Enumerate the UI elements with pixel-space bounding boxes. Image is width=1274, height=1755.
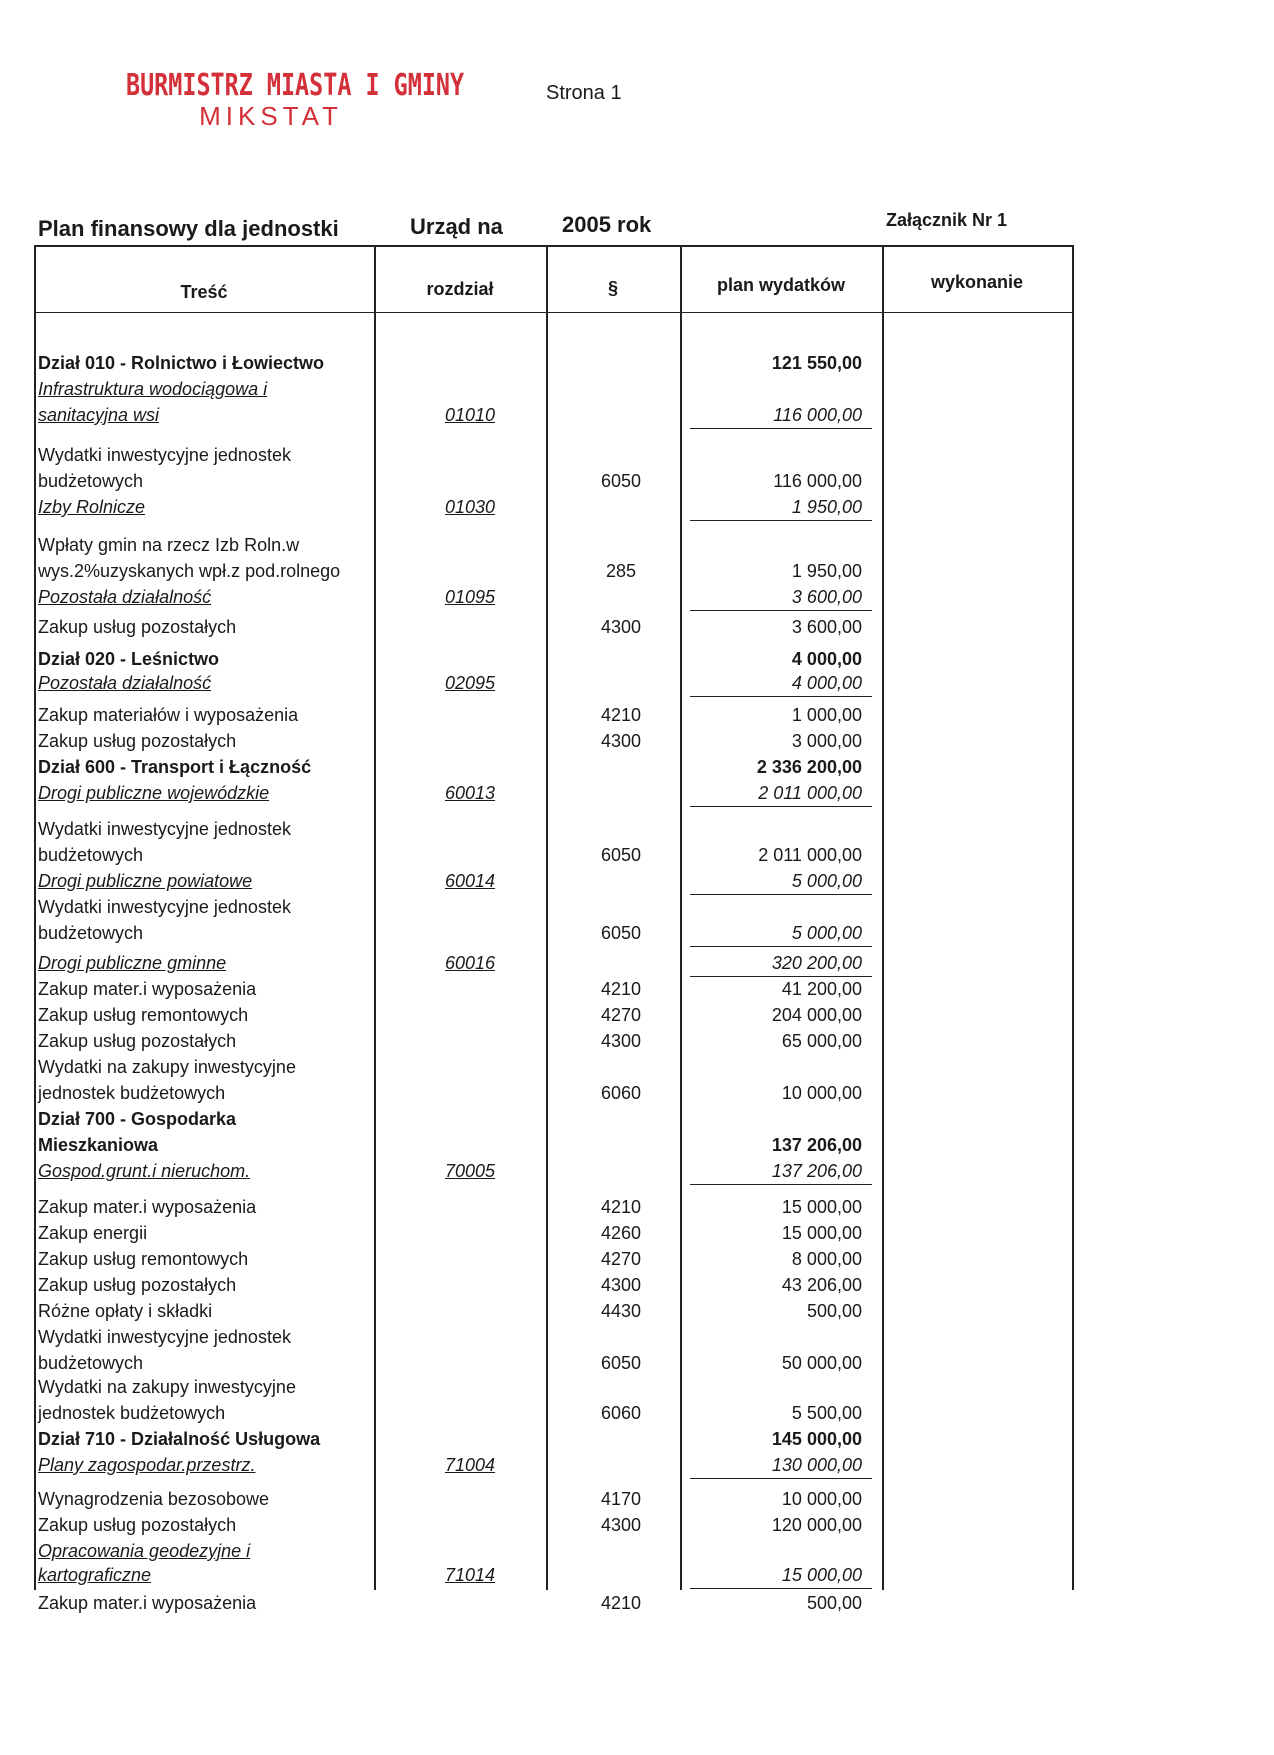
row-text: Wydatki inwestycyjne jednostek bbox=[38, 897, 291, 917]
row-text: Pozostała działalność bbox=[38, 587, 212, 607]
row-paragraf: 4210 bbox=[600, 1593, 642, 1613]
row-text: Zakup usług remontowych bbox=[38, 1249, 249, 1269]
table-row bbox=[0, 1426, 1274, 1452]
row-paragraf: 4210 bbox=[600, 1197, 642, 1217]
row-plan-value: 2 011 000,00 bbox=[758, 845, 862, 865]
row-text: Zakup mater.i wyposażenia bbox=[38, 979, 257, 999]
row-paragraf: 4300 bbox=[600, 1515, 642, 1535]
row-text: Plany zagospodar.przestrz. bbox=[38, 1455, 256, 1475]
table-row bbox=[0, 1028, 1274, 1054]
table-row bbox=[0, 376, 1274, 402]
row-text: Zakup usług remontowych bbox=[38, 1005, 249, 1025]
row-plan-value: 3 000,00 bbox=[791, 731, 862, 751]
table-row bbox=[0, 842, 1274, 868]
subtotal-underline bbox=[690, 1184, 872, 1185]
row-plan-value: 137 206,00 bbox=[771, 1161, 862, 1181]
row-plan-value: 500,00 bbox=[806, 1301, 862, 1321]
row-plan-value: 3 600,00 bbox=[791, 587, 862, 607]
annex-label: Załącznik Nr 1 bbox=[886, 210, 1008, 230]
column-header-paragraf: § bbox=[607, 278, 618, 298]
row-plan-value: 500,00 bbox=[806, 1593, 862, 1613]
table-row bbox=[0, 1158, 1274, 1184]
row-plan-value: 10 000,00 bbox=[781, 1489, 862, 1509]
row-text: Dział 700 - Gospodarka bbox=[38, 1109, 237, 1129]
table-row bbox=[0, 1374, 1274, 1400]
column-header-wykonanie: wykonanie bbox=[930, 272, 1024, 292]
row-paragraf: 6050 bbox=[600, 471, 642, 491]
subtotal-underline bbox=[690, 610, 872, 611]
table-row bbox=[0, 1054, 1274, 1080]
row-text: jednostek budżetowych bbox=[38, 1083, 226, 1103]
column-header-rozdzial: rozdział bbox=[426, 279, 494, 299]
row-plan-value: 5 500,00 bbox=[791, 1403, 862, 1423]
row-text: Dział 600 - Transport i Łączność bbox=[38, 757, 312, 777]
row-plan-value: 4 000,00 bbox=[791, 649, 862, 669]
row-plan-value: 2 336 200,00 bbox=[756, 757, 862, 777]
row-paragraf: 6060 bbox=[600, 1403, 642, 1423]
table-row bbox=[0, 614, 1274, 640]
table-row bbox=[0, 1512, 1274, 1538]
row-rozdzial: 71004 bbox=[444, 1455, 496, 1475]
table-row bbox=[0, 780, 1274, 806]
row-text: budżetowych bbox=[38, 471, 144, 491]
row-plan-value: 43 206,00 bbox=[781, 1275, 862, 1295]
unit-label: Urząd na bbox=[410, 214, 503, 239]
table-row bbox=[0, 558, 1274, 584]
table-row bbox=[0, 468, 1274, 494]
table-row bbox=[0, 532, 1274, 558]
table-row bbox=[0, 920, 1274, 946]
table-row bbox=[0, 1298, 1274, 1324]
table-row bbox=[0, 350, 1274, 376]
row-paragraf: 4270 bbox=[600, 1005, 642, 1025]
stamp-line-2: MIKSTAT bbox=[199, 101, 343, 131]
row-rozdzial: 60014 bbox=[444, 871, 496, 891]
row-plan-value: 130 000,00 bbox=[771, 1455, 862, 1475]
row-text: Zakup usług pozostałych bbox=[38, 617, 237, 637]
row-text: Wydatki inwestycyjne jednostek bbox=[38, 445, 291, 465]
row-rozdzial: 01030 bbox=[444, 497, 496, 517]
row-text: jednostek budżetowych bbox=[38, 1403, 226, 1423]
row-text: Drogi publiczne powiatowe bbox=[38, 871, 253, 891]
column-header-plan: plan wydatków bbox=[716, 275, 846, 295]
table-row bbox=[0, 1002, 1274, 1028]
row-text: Zakup usług pozostałych bbox=[38, 731, 237, 751]
row-paragraf: 6060 bbox=[600, 1083, 642, 1103]
stamp-line-1: BURMISTRZ MIASTA I GMINY bbox=[126, 68, 465, 103]
row-text: wys.2%uzyskanych wpł.z pod.rolnego bbox=[38, 561, 341, 581]
row-text: Wydatki na zakupy inwestycyjne bbox=[38, 1057, 296, 1077]
table-row bbox=[0, 1486, 1274, 1512]
row-plan-value: 120 000,00 bbox=[771, 1515, 862, 1535]
row-text: Wpłaty gmin na rzecz Izb Roln.w bbox=[38, 535, 300, 555]
row-rozdzial: 71014 bbox=[444, 1565, 496, 1585]
row-text: Różne opłaty i składki bbox=[38, 1301, 213, 1321]
document-title: Plan finansowy dla jednostki bbox=[38, 216, 339, 241]
row-paragraf: 4170 bbox=[600, 1489, 642, 1509]
table-row bbox=[0, 1132, 1274, 1158]
row-paragraf: 6050 bbox=[600, 923, 642, 943]
column-header-tresc: Treść bbox=[180, 282, 228, 302]
row-plan-value: 41 200,00 bbox=[781, 979, 862, 999]
row-plan-value: 50 000,00 bbox=[781, 1353, 862, 1373]
row-plan-value: 8 000,00 bbox=[791, 1249, 862, 1269]
year-label: 2005 rok bbox=[562, 212, 652, 237]
table-row bbox=[0, 894, 1274, 920]
subtotal-underline bbox=[690, 806, 872, 807]
row-plan-value: 145 000,00 bbox=[771, 1429, 862, 1449]
subtotal-underline bbox=[690, 520, 872, 521]
row-plan-value: 5 000,00 bbox=[791, 871, 862, 891]
row-paragraf: 285 bbox=[605, 561, 637, 581]
row-text: Zakup usług pozostałych bbox=[38, 1515, 237, 1535]
row-text: Zakup usług pozostałych bbox=[38, 1031, 237, 1051]
row-text: Wydatki inwestycyjne jednostek bbox=[38, 1327, 291, 1347]
row-text: budżetowych bbox=[38, 845, 144, 865]
table-row bbox=[0, 1590, 1274, 1616]
row-text: Pozostała działalność bbox=[38, 673, 212, 693]
row-text: Izby Rolnicze bbox=[38, 497, 146, 517]
row-plan-value: 5 000,00 bbox=[791, 923, 862, 943]
row-plan-value: 4 000,00 bbox=[791, 673, 862, 693]
official-stamp bbox=[126, 68, 465, 132]
row-paragraf: 4300 bbox=[600, 1275, 642, 1295]
row-text: Wydatki inwestycyjne jednostek bbox=[38, 819, 291, 839]
row-plan-value: 3 600,00 bbox=[791, 617, 862, 637]
row-text: Zakup energii bbox=[38, 1223, 148, 1243]
table-row bbox=[0, 950, 1274, 976]
table-row bbox=[0, 494, 1274, 520]
row-text: Mieszkaniowa bbox=[38, 1135, 159, 1155]
row-text: Dział 020 - Leśnictwo bbox=[38, 649, 220, 669]
row-rozdzial: 60016 bbox=[444, 953, 496, 973]
row-paragraf: 4210 bbox=[600, 979, 642, 999]
row-text: Zakup mater.i wyposażenia bbox=[38, 1197, 257, 1217]
table-row bbox=[0, 442, 1274, 468]
row-plan-value: 204 000,00 bbox=[771, 1005, 862, 1025]
row-plan-value: 15 000,00 bbox=[781, 1223, 862, 1243]
subtotal-underline bbox=[690, 1478, 872, 1479]
row-rozdzial: 60013 bbox=[444, 783, 496, 803]
table-row bbox=[0, 402, 1274, 428]
row-paragraf: 4260 bbox=[600, 1223, 642, 1243]
table-row bbox=[0, 1562, 1274, 1588]
row-rozdzial: 02095 bbox=[444, 673, 496, 693]
table-row bbox=[0, 754, 1274, 780]
table-row bbox=[0, 1080, 1274, 1106]
row-text: Drogi publiczne gminne bbox=[38, 953, 227, 973]
row-text: budżetowych bbox=[38, 923, 144, 943]
table-row bbox=[0, 584, 1274, 610]
row-text: Dział 010 - Rolnictwo i Łowiectwo bbox=[38, 353, 325, 373]
row-paragraf: 6050 bbox=[600, 845, 642, 865]
table-row bbox=[0, 1272, 1274, 1298]
page-number: Strona 1 bbox=[546, 82, 622, 104]
table-row bbox=[0, 1194, 1274, 1220]
table-row bbox=[0, 1538, 1274, 1564]
row-text: Zakup usług pozostałych bbox=[38, 1275, 237, 1295]
row-text: kartograficzne bbox=[38, 1565, 152, 1585]
row-paragraf: 4300 bbox=[600, 731, 642, 751]
row-paragraf: 4430 bbox=[600, 1301, 642, 1321]
table-row bbox=[0, 1220, 1274, 1246]
row-plan-value: 137 206,00 bbox=[771, 1135, 862, 1155]
table-row bbox=[0, 646, 1274, 672]
subtotal-underline bbox=[690, 1588, 872, 1589]
table-row bbox=[0, 816, 1274, 842]
row-plan-value: 2 011 000,00 bbox=[758, 783, 862, 803]
row-plan-value: 320 200,00 bbox=[771, 953, 862, 973]
table-row bbox=[0, 670, 1274, 696]
table-row bbox=[0, 702, 1274, 728]
row-plan-value: 15 000,00 bbox=[781, 1565, 862, 1585]
table-row bbox=[0, 1452, 1274, 1478]
row-text: Opracowania geodezyjne i bbox=[38, 1541, 251, 1561]
row-plan-value: 116 000,00 bbox=[773, 471, 862, 491]
subtotal-underline bbox=[690, 946, 872, 947]
row-text: Dział 710 - Działalność Usługowa bbox=[38, 1429, 321, 1449]
row-plan-value: 15 000,00 bbox=[781, 1197, 862, 1217]
row-text: Zakup materiałów i wyposażenia bbox=[38, 705, 299, 725]
table-row bbox=[0, 1106, 1274, 1132]
row-paragraf: 6050 bbox=[600, 1353, 642, 1373]
row-text: budżetowych bbox=[38, 1353, 144, 1373]
subtotal-underline bbox=[690, 428, 872, 429]
table-row bbox=[0, 728, 1274, 754]
row-plan-value: 121 550,00 bbox=[771, 353, 862, 373]
row-paragraf: 4300 bbox=[600, 617, 642, 637]
row-plan-value: 116 000,00 bbox=[773, 405, 862, 425]
table-row bbox=[0, 868, 1274, 894]
row-text: Wydatki na zakupy inwestycyjne bbox=[38, 1377, 296, 1397]
subtotal-underline bbox=[690, 696, 872, 697]
row-rozdzial: 01010 bbox=[444, 405, 496, 425]
row-rozdzial: 01095 bbox=[444, 587, 496, 607]
row-plan-value: 1 950,00 bbox=[791, 561, 862, 581]
row-rozdzial: 70005 bbox=[444, 1161, 496, 1181]
row-paragraf: 4270 bbox=[600, 1249, 642, 1269]
row-text: Zakup mater.i wyposażenia bbox=[38, 1593, 257, 1613]
row-text: Gospod.grunt.i nieruchom. bbox=[38, 1161, 251, 1181]
row-plan-value: 1 000,00 bbox=[791, 705, 862, 725]
row-plan-value: 65 000,00 bbox=[781, 1031, 862, 1051]
row-text: Infrastruktura wodociągowa i bbox=[38, 379, 268, 399]
row-text: Wynagrodzenia bezosobowe bbox=[38, 1489, 269, 1509]
row-text: sanitacyjna wsi bbox=[38, 405, 160, 425]
row-paragraf: 4210 bbox=[600, 705, 642, 725]
table-row bbox=[0, 1324, 1274, 1350]
table-row bbox=[0, 976, 1274, 1002]
table-row bbox=[0, 1246, 1274, 1272]
table-row bbox=[0, 1400, 1274, 1426]
row-text: Drogi publiczne wojewódzkie bbox=[38, 783, 270, 803]
row-plan-value: 1 950,00 bbox=[791, 497, 862, 517]
table-row bbox=[0, 1350, 1274, 1376]
row-plan-value: 10 000,00 bbox=[781, 1083, 862, 1103]
row-paragraf: 4300 bbox=[600, 1031, 642, 1051]
